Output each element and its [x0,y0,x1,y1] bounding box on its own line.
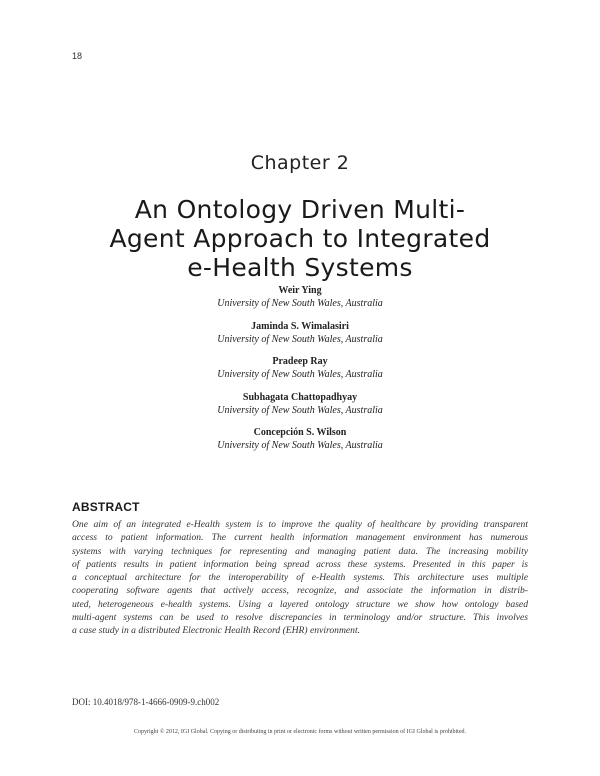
author-block [0,426,600,462]
author-block [0,391,600,427]
abstract-heading: ABSTRACT [72,500,140,514]
doi: DOI: 10.4018/978-1-4666-0909-9.ch002 [72,697,220,707]
abstract-line: a conceptual architecture for the interoperability of e-Health systems. This architecture uses multiple [72,572,528,584]
abstract-body [72,518,528,638]
title-line: e-Health Systems [187,252,413,282]
abstract-line: a case study in a distributed Electronic Health Record (EHR) environment. [72,625,361,637]
author-affiliation: University of New South Wales, Australia [217,440,383,451]
author-affiliation: University of New South Wales, Australia [217,298,383,309]
author-list [0,284,600,462]
title-line: Agent Approach to Integrated [109,223,491,253]
abstract-line: systems with varying techniques for representing and managing patient data. The increasing mobility [72,545,528,557]
copyright-notice: Copyright © 2012, IGI Global. Copying or distributing in print or electronic forms without written permission of IGI Global is prohibited. [133,729,466,735]
chapter-label: Chapter 2 [250,152,350,174]
author-name: Jaminda S. Wimalasiri [251,320,349,332]
author-name: Weir Ying [278,285,322,296]
author-affiliation: University of New South Wales, Australia [217,404,383,416]
author-name: Subhagata Chattopadhyay [242,391,358,403]
abstract-line: of patients results in patient information being spread across these systems. Presented in this paper is [72,558,528,570]
abstract-line: cooperating software agents that actively access, recognize, and associate the information in distrib- [72,585,528,597]
page-number: 18 [72,51,83,61]
abstract-line: One aim of an integrated e-Health system is to improve the quality of healthcare by providing transparent [72,519,528,530]
title-line: An Ontology Driven Multi- [134,194,466,224]
chapter-title [60,195,540,282]
author-affiliation: University of New South Wales, Australia [217,369,383,380]
author-block [0,284,600,320]
author-block [0,355,600,391]
abstract-line: multi-agent systems can be used to resolve discrepancies in terminology and/or structure. This involves [72,612,528,624]
author-block [0,320,600,356]
author-name: Pradeep Ray [272,356,328,367]
abstract-line: access to patient information. The current health information management environment has numerous [72,532,528,544]
author-affiliation: University of New South Wales, Australia [217,333,383,345]
abstract-line: uted, heterogeneous e-health systems. Using a layered ontology structure we show how ontology based [72,598,528,610]
author-name: Concepción S. Wilson [253,427,347,438]
